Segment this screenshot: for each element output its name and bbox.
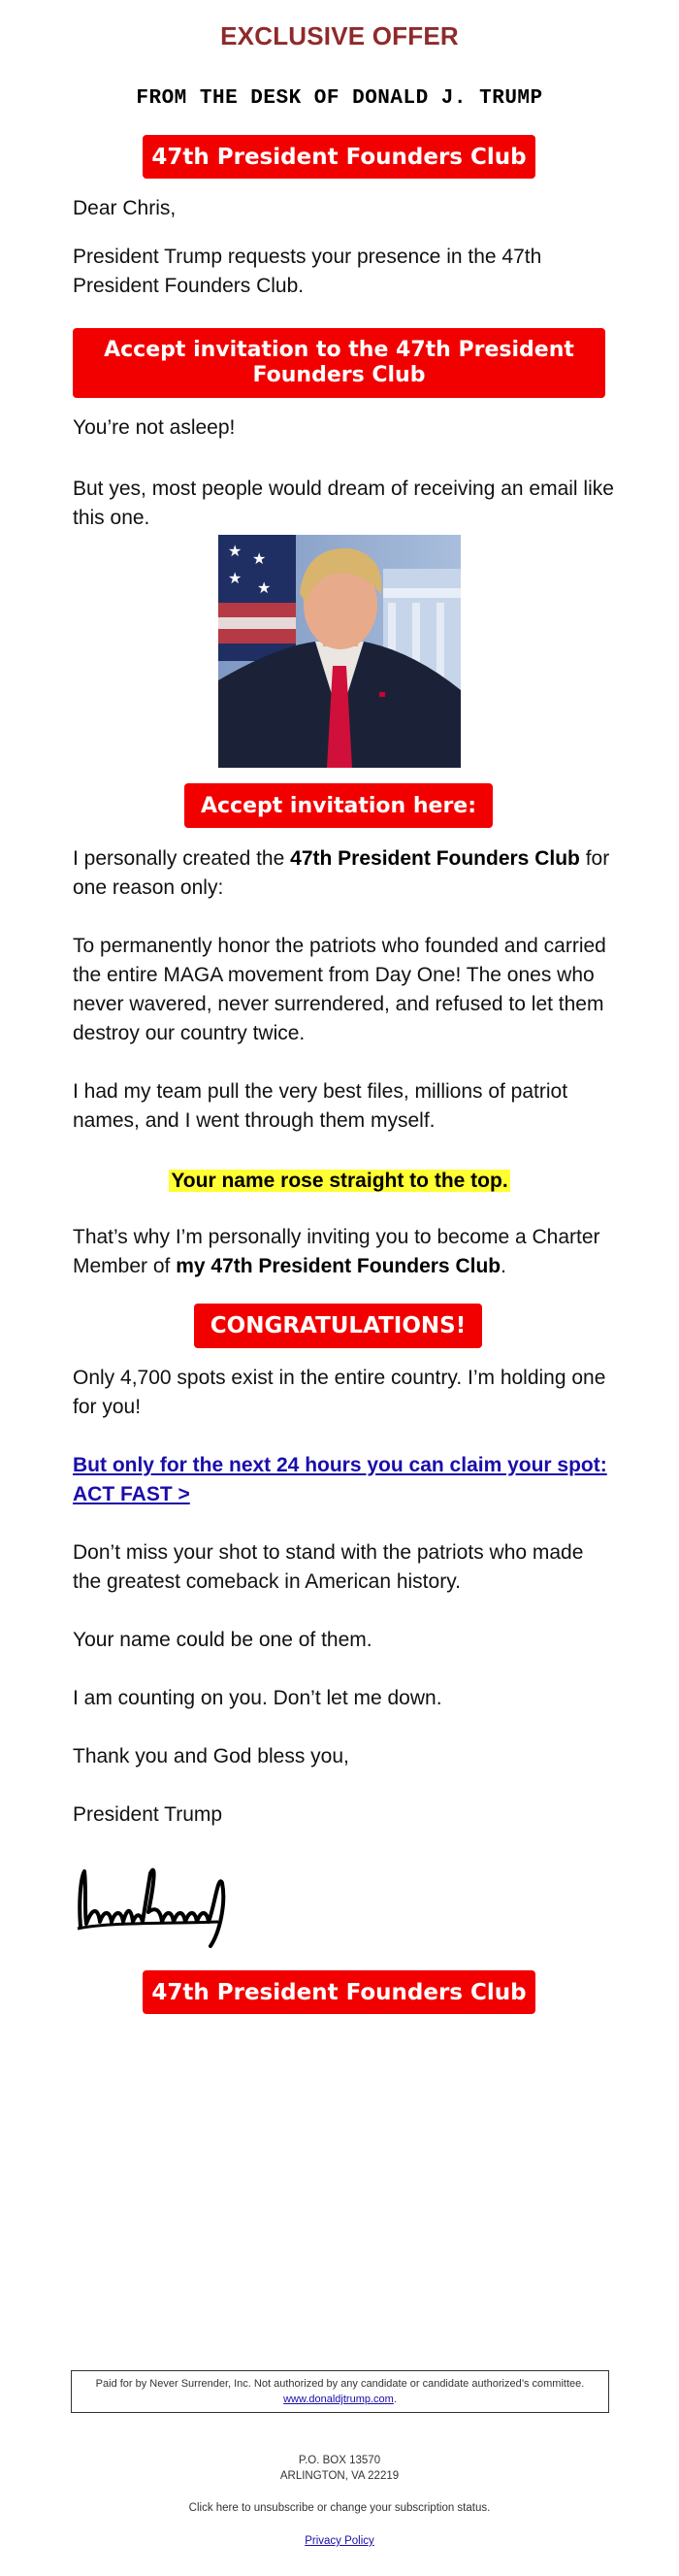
inviting-paragraph [73, 1223, 616, 1281]
portrait-illustration-icon [218, 535, 461, 768]
svg-text:★: ★ [257, 580, 272, 597]
greeting: Dear Chris, [73, 197, 177, 219]
disclaimer-text: Paid for by Never Surrender, Inc. Not authorized by any candidate or candidate authorized’s committee. [95, 2378, 585, 2390]
founders-club-button-top[interactable]: 47th President Founders Club [143, 135, 535, 179]
website-suffix: . [393, 2394, 397, 2405]
exclusive-offer-heading: EXCLUSIVE OFFER [220, 21, 459, 50]
signature-icon [73, 1854, 238, 1951]
signoff: President Trump [73, 1803, 223, 1826]
thanks-paragraph: Thank you and God bless you, [73, 1745, 349, 1767]
dont-miss-paragraph: Don’t miss your shot to stand with the patriots who made the greatest comeback in American history. [73, 1541, 584, 1593]
from-desk-heading: FROM THE DESK OF DONALD J. TRUMP [136, 87, 543, 110]
privacy-policy-line [0, 2533, 679, 2549]
city-address: ARLINGTON, VA 22219 [279, 2470, 400, 2482]
portrait-photo [218, 535, 461, 768]
signature-image [73, 1854, 238, 1951]
created-text-pre: I personally created the [73, 847, 291, 870]
could-be-paragraph: Your name could be one of them. [73, 1629, 372, 1651]
created-text-bold: 47th President Founders Club [290, 847, 580, 870]
inviting-text-bold: my 47th President Founders Club [176, 1255, 501, 1277]
inviting-text-pre: That’s why I’m personally inviting you to become a Charter Member of [73, 1226, 600, 1277]
website-link[interactable]: www.donaldjtrump.com [283, 2394, 394, 2405]
not-asleep-paragraph: You’re not asleep! [73, 416, 236, 439]
inviting-text-post: . [501, 1255, 506, 1277]
svg-text:★: ★ [252, 551, 267, 568]
po-box: P.O. BOX 13570 [298, 2455, 381, 2466]
paid-for-disclaimer [71, 2370, 609, 2413]
claim-spot-link[interactable]: But only for the next 24 hours you can claim your spot: ACT FAST > [73, 1454, 607, 1505]
privacy-policy-link[interactable]: Privacy Policy [305, 2535, 374, 2547]
highlight-text: Your name rose straight to the top. [171, 1170, 508, 1192]
accept-invitation-here-button[interactable]: Accept invitation here: [184, 783, 493, 828]
disclaimer-website-line [72, 2392, 608, 2407]
created-text-post: for one reason only: [73, 847, 610, 899]
accept-invitation-wide-button[interactable]: Accept invitation to the 47th President Founders Club [73, 328, 605, 398]
highlight-line [0, 1170, 679, 1193]
founders-club-button-bottom[interactable]: 47th President Founders Club [143, 1970, 535, 2014]
dream-paragraph: But yes, most people would dream of receiving an email like this one. [73, 478, 614, 529]
created-paragraph [73, 844, 616, 903]
congratulations-button[interactable]: CONGRATULATIONS! [194, 1304, 482, 1348]
unsubscribe-link[interactable]: Click here to unsubscribe or change your subscription status. [188, 2502, 491, 2514]
spots-paragraph: Only 4,700 spots exist in the entire country. I’m holding one for you! [73, 1367, 606, 1418]
svg-text:★: ★ [228, 571, 242, 587]
counting-paragraph: I am counting on you. Don’t let me down. [73, 1687, 442, 1709]
honor-paragraph: To permanently honor the patriots who founded and carried the entire MAGA movement from Day One! The ones who never wavered, never surrendered, and refused to let them destroy our country twice. [73, 935, 606, 1044]
team-paragraph: I had my team pull the very best files, millions of patriot names, and I went through them myself. [73, 1080, 568, 1132]
svg-text:★: ★ [228, 544, 242, 560]
request-paragraph: President Trump requests your presence in the 47th President Founders Club. [73, 246, 542, 297]
